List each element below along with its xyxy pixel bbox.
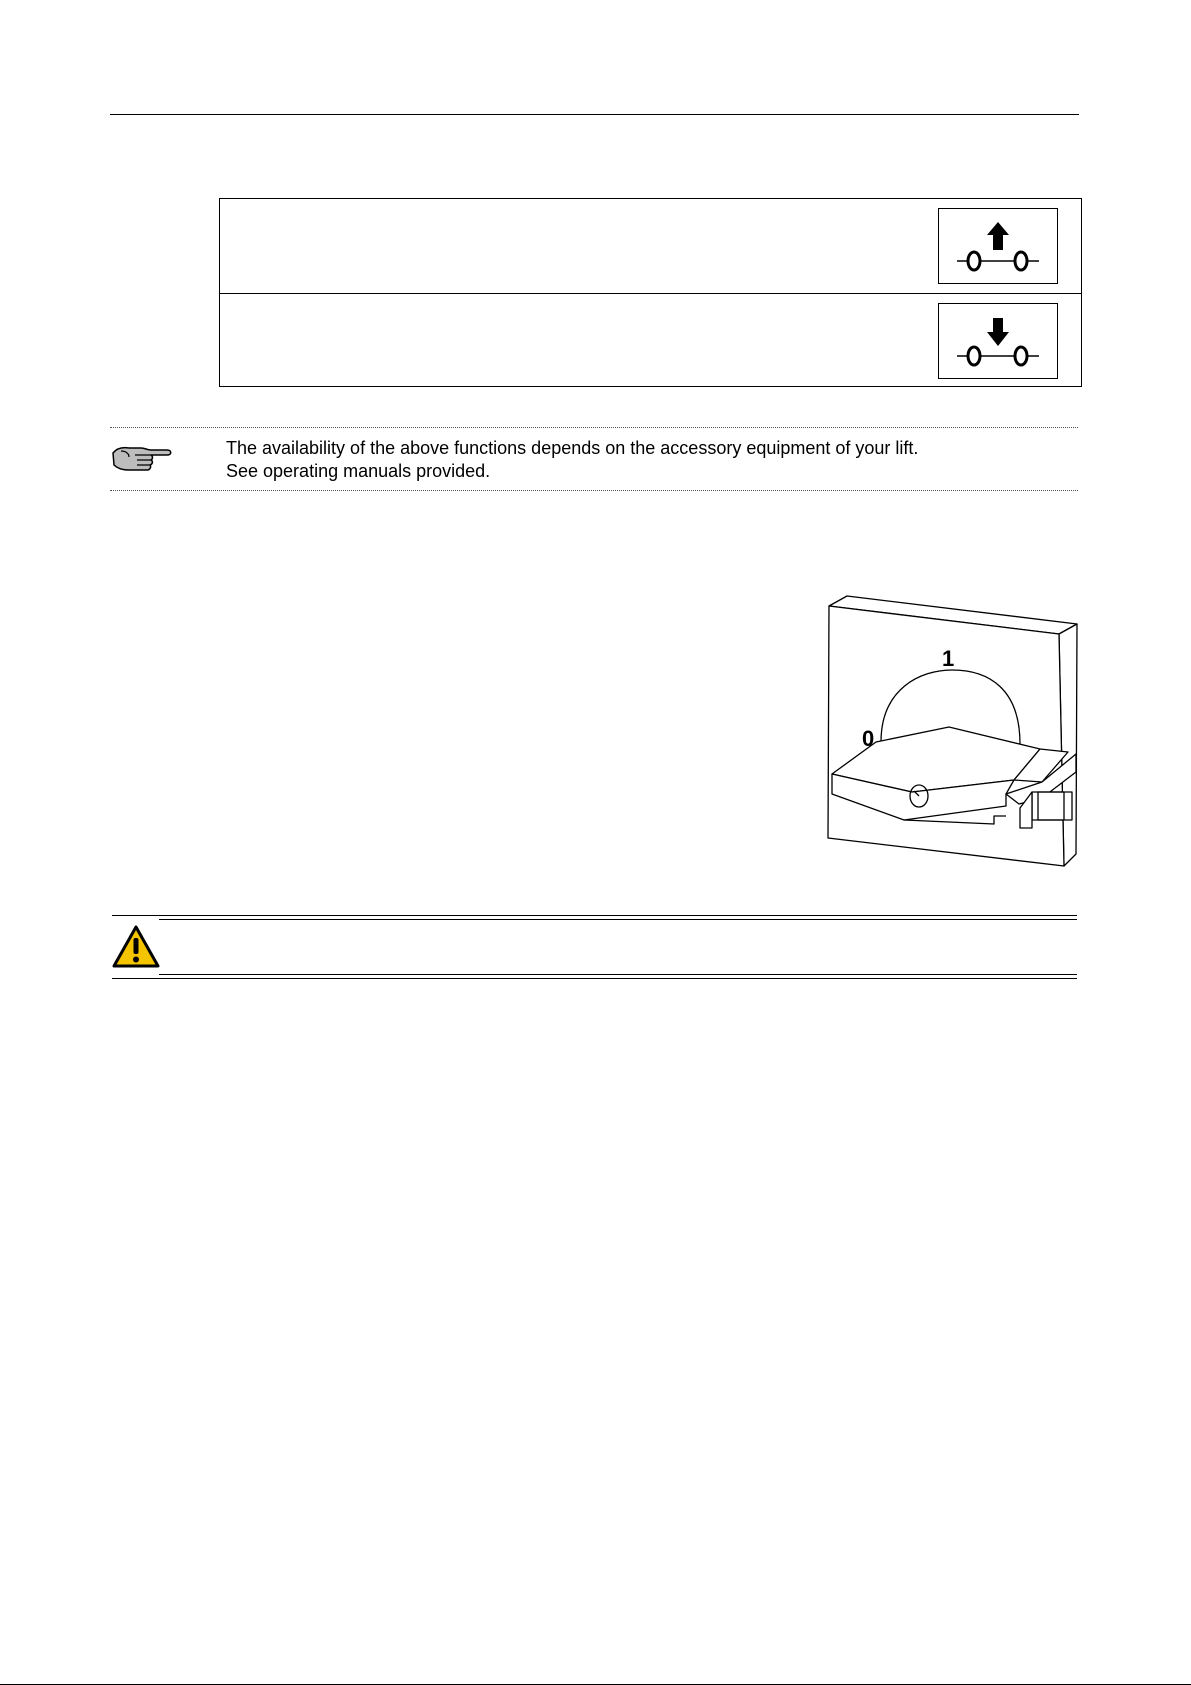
main-switch-illustration <box>824 594 1080 875</box>
warning-rule <box>112 915 1077 916</box>
table-row <box>220 199 1081 293</box>
note-line: See operating manuals provided. <box>226 461 491 481</box>
note-bottom-rule <box>110 490 1078 491</box>
warning-rule <box>159 974 1077 975</box>
function-table <box>219 198 1082 387</box>
note-text <box>226 437 918 483</box>
switch-position-off: 0 <box>862 726 875 751</box>
lower-contact-icon <box>938 303 1058 379</box>
header-rule <box>110 114 1079 115</box>
pointing-hand-icon <box>111 445 173 480</box>
warning-rule <box>112 978 1077 979</box>
table-row <box>220 293 1081 388</box>
warning-triangle-icon <box>111 924 161 975</box>
warning-rule <box>159 919 1077 920</box>
switch-position-on: 1 <box>942 646 955 671</box>
raise-contact-icon <box>938 208 1058 284</box>
note-line: The availability of the above functions depends on the accessory equipment of your lift. <box>226 438 919 458</box>
note-top-rule <box>110 427 1078 428</box>
